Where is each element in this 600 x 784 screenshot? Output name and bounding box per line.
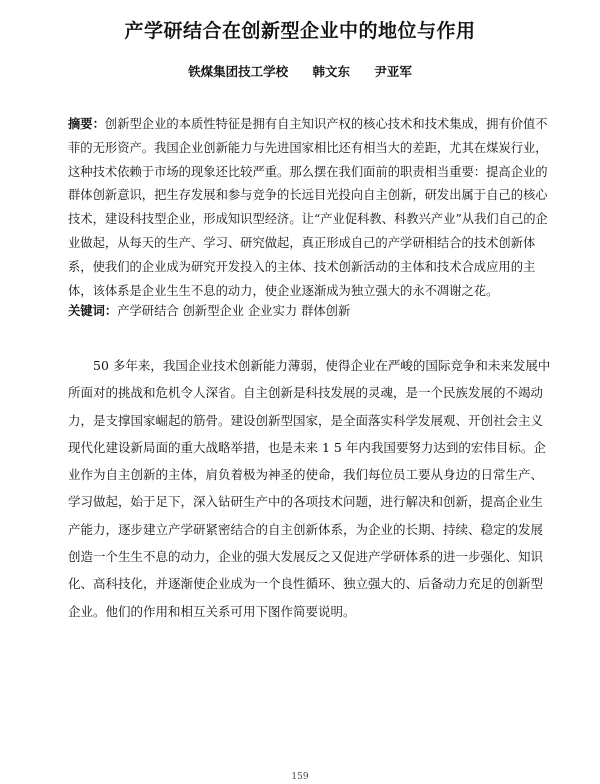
page-number: 159 — [291, 772, 309, 782]
author-line — [0, 62, 600, 80]
abstract — [68, 112, 552, 303]
keywords — [68, 300, 552, 322]
keywords-label: 关键词： — [68, 303, 118, 318]
paper-title: 产学研结合在创新型企业中的地位与作用 — [124, 20, 476, 42]
abstract-label: 摘要： — [68, 116, 105, 131]
body-paragraph: 50 多年来，我国企业技术创新能力薄弱，使得企业在严峻的国际竞争和未来发展中所面对的挑战和危机令人深省。自主创新是科技发展的灵魂，是一个民族发展的不竭动力，是支撑国家崛起的筋骨。建设创新型国家，是全面落实科学发展观、开创社会主义现代化建设新局面的重大战略举措，也是未来 1 5 年内我国要努力达到的宏伟目标。企业作为自主创新的主体，肩负着极为神圣的使命，我们每位员工要从身边的日常生产、学习做起，始于足下，深入钻研生产中的各项技术问题，进行解决和创新，提高企业生产能力，逐步建立产学研紧密结合的自主创新体系，为企业的长期、持续、稳定的发展创造一个生生不息的动力，企业的强大发展反之又促进产学研体系的进一步强化、知识化、高科技化，并逐渐使企业成为一个良性循环、独立强大的、后备动力充足的创新型企业。他们的作用和相互关系可用下图作简要说明。 — [68, 358, 551, 619]
author-name: 韩文东 — [312, 64, 350, 79]
keywords-text: 产学研结合 创新型企业 企业实力 群体创新 — [117, 304, 351, 318]
abstract-text: 创新型企业的本质性特征是拥有自主知识产权的核心技术和技术集成，拥有价值不菲的无形资产。我国企业创新能力与先进国家相比还有相当大的差距，尤其在煤炭行业，这种技术依赖于市场的现象还比较严重。那么摆在我们面前的职责相当重要：提高企业的群体创新意识，把生存发展和参与竞争的长远目光投向自主创新，研发出属于自己的核心技术，建设科技型企业，形成知识型经济。让“产业促科教、科教兴产业”从我们自己的企业做起，从每天的生产、学习、研究做起，真正形成自己的产学研相结合的技术创新体系，使我们的企业成为研究开发投入的主体、技术创新活动的主体和技术合成应用的主体，该体系是企业生生不息的动力，使企业逐渐成为独立强大的永不凋谢之花。 — [68, 117, 548, 298]
author-name: 尹亚军 — [374, 64, 412, 79]
affiliation: 铁煤集团技工学校 — [188, 64, 289, 79]
